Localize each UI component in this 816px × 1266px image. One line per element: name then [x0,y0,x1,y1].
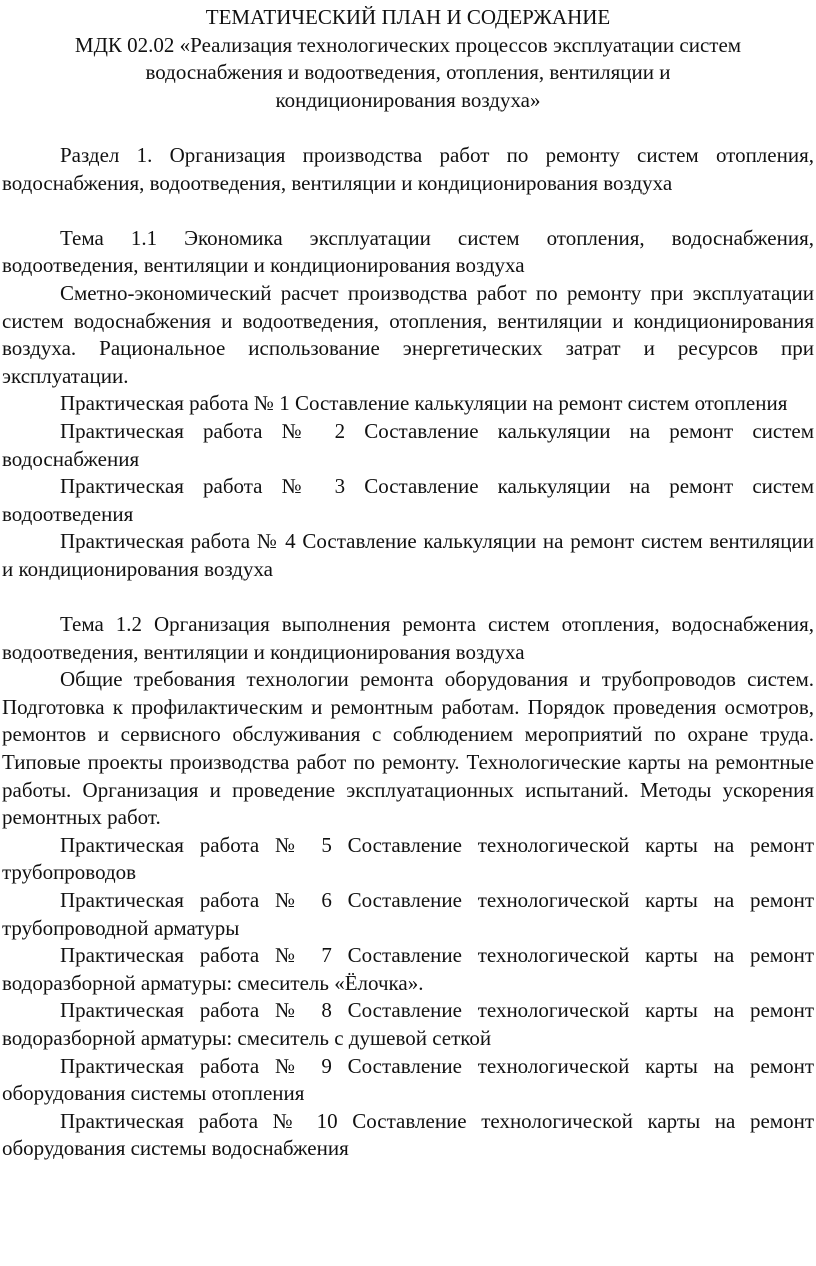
topic-1-2-content: Общие требования технологии ремонта оборудования и трубопроводов систем. Подготовка к профилактическим и ремонтным работам. Порядок проведения осмотров, ремонтов и сервисного обслуживания с соблюдением мероприятий по охране труда. Типовые проекты производства работ по ремонту. Технологические карты на ремонтные работы. Организация и проведение эксплуатационных испытаний. Методы ускорения ремонтных работ. [2,667,814,830]
practical-work-9: Практическая работа № 9 Составление технологической карты на ремонт оборудования системы отопления [2,1053,814,1106]
header-course-line-2: водоснабжения и водоотведения, отопления, вентиляции и [145,60,671,85]
practical-work-7: Практическая работа № 7 Составление технологической карты на ремонт водоразборной арматуры: смеситель «Ёлочка». [2,943,814,995]
practical-work-10: Практическая работа № 10 Составление технологической карты на ремонт оборудования системы водоснабжения [2,1108,814,1161]
topic-1-2-title: Тема 1.2 Организация выполнения ремонта систем отопления, водоснабжения, водоотведения, вентиляции и кондиционирования воздуха [2,612,814,664]
spacer [2,583,814,611]
practical-work-8: Практическая работа № 8 Составление технологической карты на ремонт водоразборной арматуры: смеситель с душевой сеткой [2,998,814,1050]
topic-1-1-content: Сметно-экономический расчет производства работ по ремонту при эксплуатации систем водоснабжения и водоотведения, отопления, вентиляции и кондиционирования воздуха. Рациональное использование энергетических затрат и ресурсов при эксплуатации. [2,280,814,388]
document-header [2,4,814,114]
section-1-title: Раздел 1. Организация производства работ по ремонту систем отопления, водоснабжения, водоотведения, вентиляции и кондиционирования воздуха [2,142,814,195]
practical-work-6: Практическая работа № 6 Составление технологической карты на ремонт трубопроводной арматуры [2,888,814,940]
topic-1-1-title: Тема 1.1 Экономика эксплуатации систем отопления, водоснабжения, водоотведения, вентиляции и кондиционирования воздуха [2,225,814,278]
practical-work-5: Практическая работа № 5 Составление технологической карты на ремонт трубопроводов [2,832,814,885]
header-course-line-1: МДК 02.02 «Реализация технологических процессов эксплуатации систем [74,32,742,57]
spacer [2,197,814,225]
header-course-line-3: кондиционирования воздуха» [275,87,541,112]
practical-work-2: Практическая работа № 2 Составление калькуляции на ремонт систем водоснабжения [2,418,814,471]
practical-work-4: Практическая работа № 4 Составление калькуляции на ремонт систем вентиляции и кондиционирования воздуха [2,529,814,581]
practical-work-3: Практическая работа № 3 Составление калькуляции на ремонт систем водоотведения [2,474,814,526]
spacer [2,114,814,142]
header-title: ТЕМАТИЧЕСКИЙ ПЛАН И СОДЕРЖАНИЕ [205,5,611,29]
practical-work-1: Практическая работа № 1 Составление калькуляции на ремонт систем отопления [60,391,788,416]
